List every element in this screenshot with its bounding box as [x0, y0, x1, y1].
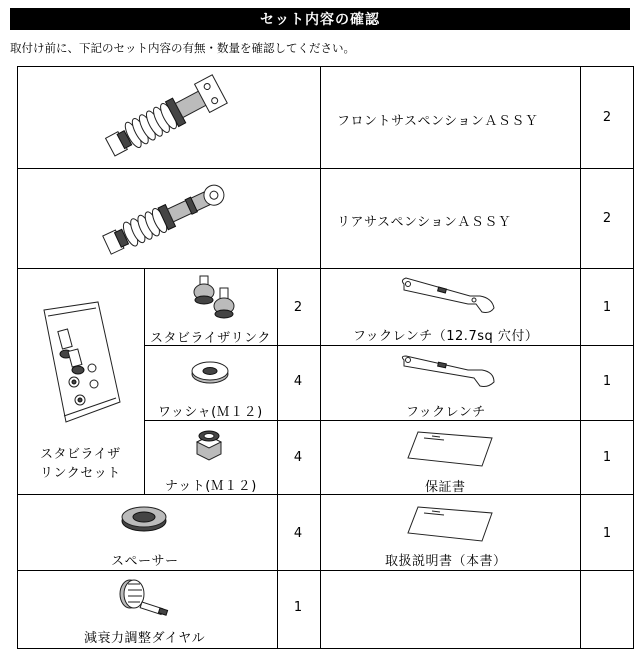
- manual-label: 取扱説明書（本書）: [385, 554, 507, 569]
- section-title: セット内容の確認: [260, 12, 380, 28]
- front-suspension-label: フロントサスペンションＡＳＳＹ: [337, 114, 539, 129]
- rear-suspension-label: リアサスペンションＡＳＳＹ: [337, 215, 512, 230]
- damping-dial-image: [116, 576, 172, 620]
- hook-wrench-qty: 1: [602, 374, 612, 389]
- hook-wrench-label: フックレンチ: [406, 405, 486, 420]
- section-header: [10, 8, 630, 30]
- spacer-qty: 4: [293, 526, 303, 541]
- manual-qty: 1: [602, 526, 612, 541]
- stabilizer-set-label-line1: スタビライザ: [40, 447, 121, 462]
- rear-suspension-image: [95, 178, 235, 258]
- nut-qty: 4: [293, 450, 303, 465]
- stabilizer-set-label-line2: リンクセット: [40, 466, 121, 481]
- hook-wrench-hole-image: [398, 276, 498, 316]
- stabilizer-link-qty: 2: [293, 300, 303, 315]
- intro-text: 取付け前に、下記のセット内容の有無・数量を確認してください。: [10, 41, 355, 55]
- front-suspension-qty: 2: [602, 110, 612, 125]
- spacer-image: [120, 505, 168, 533]
- washer-label: ワッシャ(Ｍ１２): [158, 405, 263, 420]
- manual-image: [404, 503, 496, 543]
- hook-wrench-hole-label: フックレンチ（12.7sq 穴付）: [353, 329, 539, 344]
- stabilizer-link-image: [186, 274, 242, 322]
- nut-label: ナット(Ｍ１２): [165, 479, 257, 494]
- nut-image: [192, 428, 226, 464]
- spacer-label: スペーサー: [111, 554, 179, 569]
- damping-dial-qty: 1: [293, 600, 303, 615]
- warranty-label: 保証書: [425, 480, 466, 495]
- warranty-card-image: [404, 428, 496, 468]
- warranty-qty: 1: [602, 450, 612, 465]
- hook-wrench-hole-qty: 1: [602, 300, 612, 315]
- rear-suspension-qty: 2: [602, 211, 612, 226]
- stabilizer-link-label: スタビライザリンク: [150, 331, 271, 346]
- stabilizer-set-bag-image: [36, 298, 126, 426]
- damping-dial-label: 減衰力調整ダイヤル: [84, 631, 206, 646]
- front-suspension-image: [95, 72, 235, 164]
- hook-wrench-image: [398, 354, 498, 390]
- washer-image: [190, 360, 230, 384]
- washer-qty: 4: [293, 374, 303, 389]
